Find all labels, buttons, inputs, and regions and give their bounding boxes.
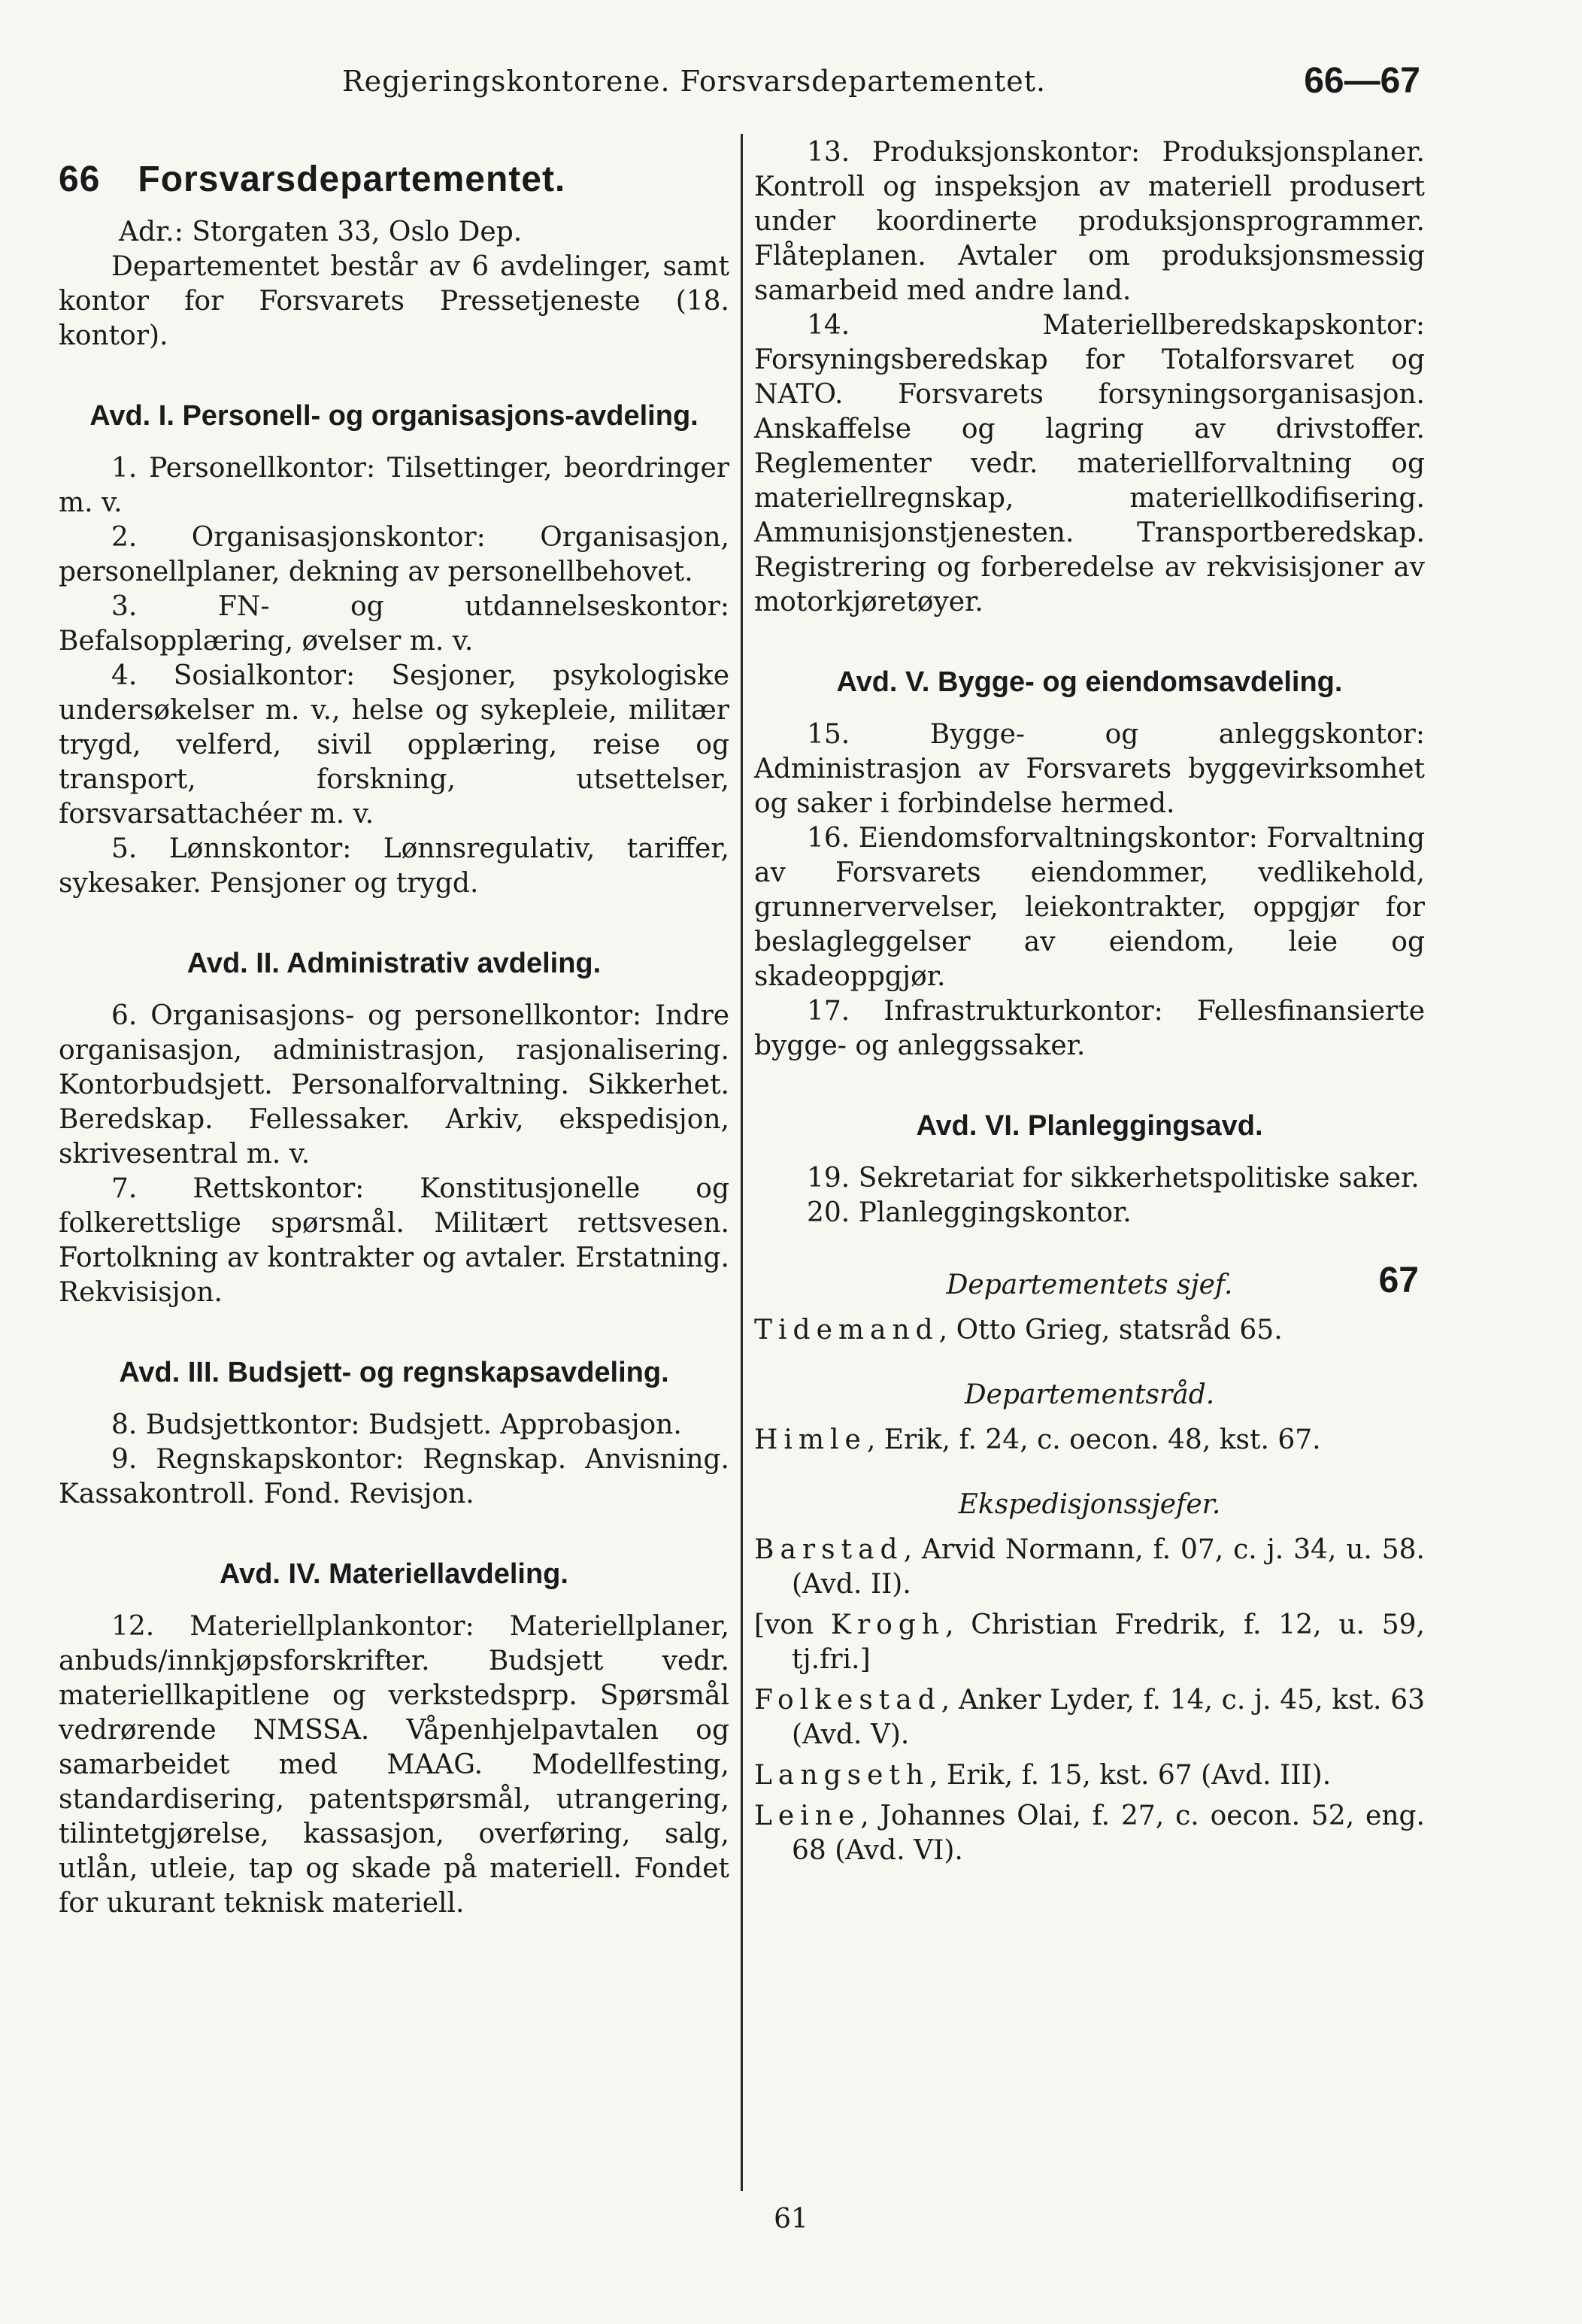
address: Adr.: Storgaten 33, Oslo Dep. <box>119 217 523 247</box>
chief-heading <box>754 1261 1425 1303</box>
person-details: , Johannes Olai, f. 27, c. oecon. 52, eng. 68 (Avd. VI). <box>792 1801 1425 1866</box>
department-heading <box>59 158 729 202</box>
office-item: 6. Organisasjons- og personellkontor: Indre organisasjon, administrasjon, rasjonalisering. Kontorbudsjett. Personalforvaltning. Sikkerhet. Beredskap. Fellessaker. Arkiv, ekspedisjon, skrivesentral m. v. <box>59 1000 729 1170</box>
office-item: 17. Infrastrukturkontor: Fellesfinansierte bygge- og anleggssaker. <box>754 996 1425 1061</box>
exp-chief-entry <box>754 1608 1425 1677</box>
section-heading-avd-5: Avd. V. Bygge- og eiendomsavdeling. <box>836 666 1343 698</box>
person-details: , Erik, f. 15, kst. 67 (Avd. III). <box>929 1760 1332 1791</box>
office-item: 20. Planleggingskontor. <box>807 1197 1132 1228</box>
office-item: 14. Materiellberedskapskontor: Forsyningsberedskap for Totalforsvaret og NATO. Forsvarets forsyningsorganisasjon. Anskaffelse og lagring av drivstoffer. Reglementer vedr. materiellforvaltning og materiellregnskap, materiellkodifisering. Ammunisjonstjenesten. Transportberedskap. Registrering og forberedelse av rekvisisjoner av motorkjøretøyer. <box>754 310 1425 617</box>
councillor-entry <box>754 1423 1425 1458</box>
person-details: , Otto Grieg, statsråd 65. <box>938 1315 1283 1346</box>
office-item: 5. Lønnskontor: Lønnsregulativ, tariffer, sykesaker. Pensjoner og trygd. <box>59 833 729 899</box>
office-item: 13. Produksjonskontor: Produksjonsplaner. Kontroll og inspeksjon av materiell produsert under koordinerte produksjonsprogrammer. Flåteplanen. Avtaler om produksjonsmessig samarbeid med andre land. <box>754 137 1425 306</box>
office-item: 12. Materiellplankontor: Materiellplaner, anbuds/innkjøpsforskrifter. Budsjett vedr. materiellkapitlene og verkstedsprp. Spørsmål vedrørende NMSSA. Våpenhjelpavtalen og samarbeidet med MAAG. Modellfesting, standardisering, patentspørsmål, utrangering, tilintetgjørelse, kassasjon, overføring, salg, utlån, utleie, tap og skade på materiell. Fondet for ukurant teknisk materiell. <box>59 1611 729 1919</box>
section-heading-avd-1: Avd. I. Personell- og organisasjons-avdeling. <box>89 400 699 432</box>
running-head-text: Regjeringskontorene. Forsvarsdepartementet. <box>342 65 1047 98</box>
office-item: 3. FN- og utdannelseskontor: Befalsopplæring, øvelser m. v. <box>59 591 729 657</box>
exp-chief-entry <box>754 1799 1425 1868</box>
running-head <box>0 60 1582 113</box>
person-prefix: [von <box>754 1610 832 1640</box>
office-item: 4. Sosialkontor: Sesjoner, psykologiske undersøkelser m. v., helse og sykepleie, militær trygd, velferd, sivil opplæring, reise og transport, forskning, utsettelser, forsvarsattachéer m. v. <box>59 660 729 830</box>
page-number: 61 <box>774 2204 808 2234</box>
person-surname: Himle <box>754 1424 867 1455</box>
person-surname: Barstad <box>754 1534 904 1565</box>
intro-text: Departementet består av 6 avdelinger, samt kontor for Forsvarets Pressetjeneste (18. kontor). <box>59 251 729 351</box>
person-details: , Anker Lyder, f. 14, c. j. 45, kst. 63 (Avd. V). <box>792 1685 1425 1750</box>
section-heading-avd-6: Avd. VI. Planleggingsavd. <box>916 1110 1263 1142</box>
column-divider <box>741 134 743 2191</box>
section-heading-avd-3: Avd. III. Budsjett- og regnskapsavdeling. <box>119 1357 669 1388</box>
person-surname: Krogh <box>831 1610 946 1640</box>
person-details: , Christian Fredrik, f. 12, u. 59, tj.fri.] <box>792 1610 1426 1675</box>
person-surname: Langseth <box>754 1760 930 1791</box>
person-details: , Arvid Normann, f. 07, c. j. 34, u. 58. (Avd. II). <box>792 1534 1425 1600</box>
section-heading-avd-4: Avd. IV. Materiellavdeling. <box>220 1558 568 1590</box>
person-surname: Folkestad <box>754 1685 941 1716</box>
office-item: 16. Eiendomsforvaltningskontor: Forvaltning av Forsvarets eiendommer, vedlikehold, grunnervervelser, leiekontrakter, oppgjør for beslagleggelser av eiendom, leie og skadeoppgjør. <box>754 823 1425 992</box>
marginal-number: 67 <box>1378 1261 1419 1300</box>
office-item: 7. Rettskontor: Konstitusjonelle og folkerettslige spørsmål. Militært rettsvesen. Fortolkning av kontrakter og avtaler. Erstatning. Rekvisisjon. <box>59 1173 729 1308</box>
department-number: 66 <box>59 159 101 199</box>
office-item: 1. Personellkontor: Tilsettinger, beordringer m. v. <box>59 453 729 518</box>
exp-chief-entry <box>754 1533 1425 1602</box>
chief-entry <box>754 1313 1425 1348</box>
right-column <box>754 135 1425 1874</box>
section-heading-avd-2: Avd. II. Administrativ avdeling. <box>186 948 602 979</box>
office-item: 19. Sekretariat for sikkerhetspolitiske saker. <box>807 1163 1420 1194</box>
person-surname: Leine <box>754 1801 861 1831</box>
chief-heading-text: Departementets sjef. <box>946 1270 1233 1300</box>
office-item: 2. Organisasjonskontor: Organisasjon, personellplaner, dekning av personellbehovet. <box>59 522 729 587</box>
office-item: 8. Budsjettkontor: Budsjett. Approbasjon. <box>111 1409 682 1440</box>
councillor-heading: Departementsråd. <box>964 1379 1215 1410</box>
exp-chiefs-heading: Ekspedisjonssjefer. <box>958 1489 1221 1520</box>
left-column <box>59 135 729 1921</box>
running-head-pages: 66—67 <box>1304 61 1420 101</box>
office-item: 15. Bygge- og anleggskontor: Administrasjon av Forsvarets byggevirksomhet og saker i forbindelse hermed. <box>754 719 1425 819</box>
exp-chief-entry <box>754 1758 1425 1793</box>
person-surname: Tidemand <box>754 1315 939 1346</box>
department-title: Forsvarsdepartementet. <box>138 159 566 199</box>
office-item: 9. Regnskapskontor: Regnskap. Anvisning. Kassakontroll. Fond. Revisjon. <box>59 1444 729 1509</box>
exp-chief-entry <box>754 1683 1425 1752</box>
person-details: , Erik, f. 24, c. oecon. 48, kst. 67. <box>866 1424 1321 1455</box>
